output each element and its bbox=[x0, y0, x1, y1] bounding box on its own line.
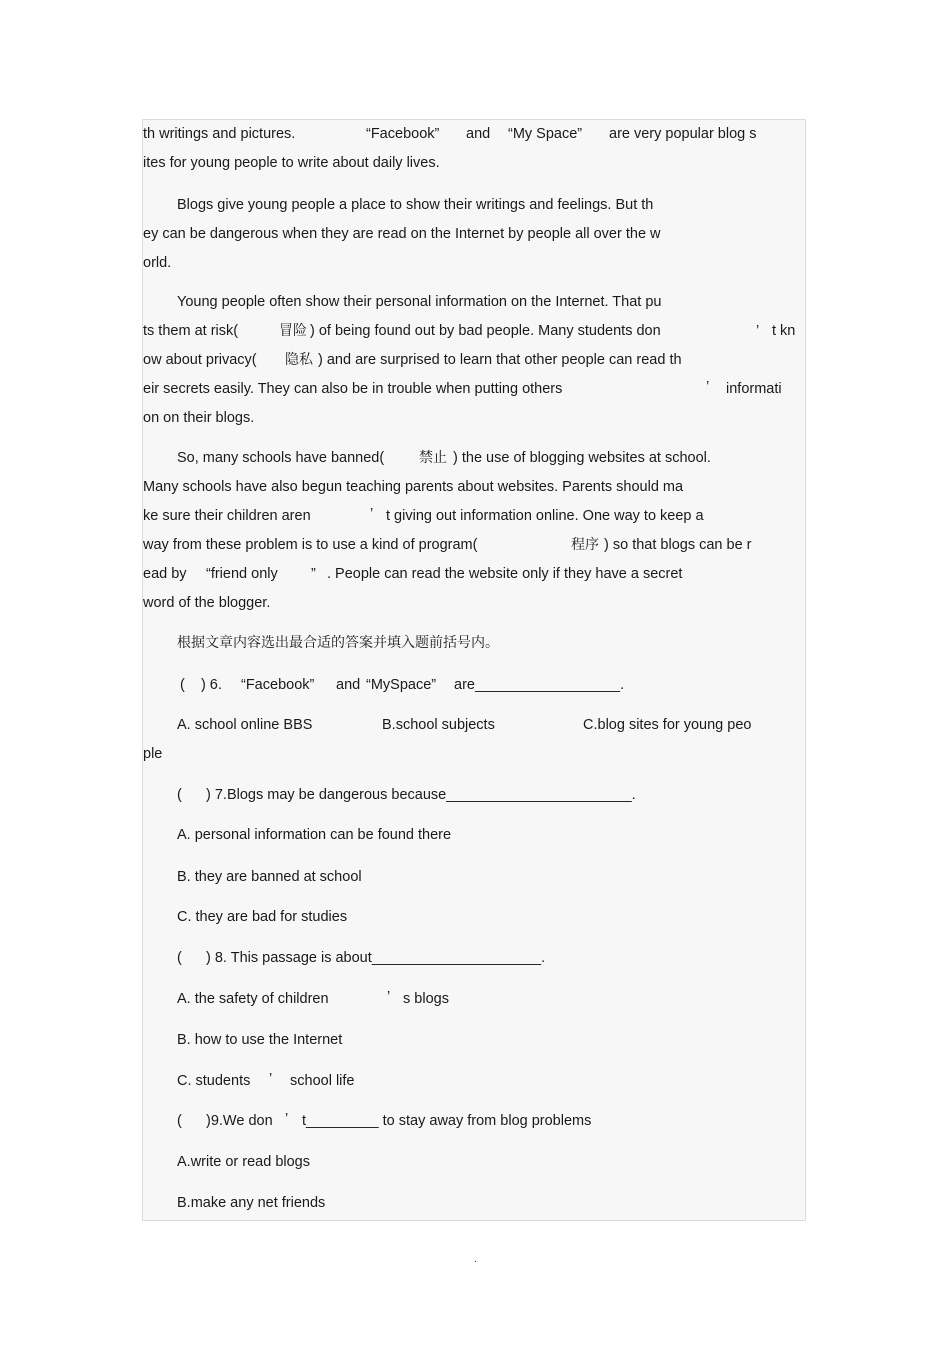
text-fragment: ead by bbox=[143, 566, 187, 582]
text-fragment: “My Space” bbox=[508, 126, 583, 142]
text-fragment: “friend only bbox=[206, 566, 278, 582]
text-fragment: ’ bbox=[756, 323, 760, 339]
chinese-gloss: 隐私 bbox=[285, 352, 313, 368]
question-stem: ( ) 6. bbox=[180, 677, 222, 693]
text-line: Young people often show their personal information on the Internet. That pu bbox=[177, 294, 662, 310]
text-fragment: So, many schools have banned( bbox=[177, 450, 385, 466]
option-a: A. school online BBS bbox=[177, 717, 313, 733]
text-fragment: ) so that blogs can be r bbox=[604, 537, 752, 553]
text-fragment: ke sure their children aren bbox=[143, 508, 311, 524]
question-stem: are__________________. bbox=[454, 677, 625, 693]
question-stem-apostrophe: ’ bbox=[285, 1111, 289, 1127]
document-page bbox=[142, 119, 806, 1221]
text-line: Blogs give young people a place to show their writings and feelings. But th bbox=[177, 197, 654, 213]
option-c: C. students bbox=[177, 1073, 251, 1089]
text-fragment: ts them at risk( bbox=[143, 323, 239, 339]
text-fragment: ) of being found out by bad people. Many students don bbox=[310, 323, 661, 339]
text-line: ey can be dangerous when they are read on the Internet by people all over the w bbox=[143, 226, 661, 242]
text-fragment: informati bbox=[726, 381, 782, 397]
text-fragment: ) and are surprised to learn that other people can read th bbox=[318, 352, 682, 368]
text-fragment: t giving out information online. One way to keep a bbox=[386, 508, 704, 524]
option-b: B.make any net friends bbox=[177, 1195, 326, 1211]
chinese-gloss: 冒险 bbox=[279, 323, 307, 339]
option-c-wrap: ple bbox=[143, 746, 163, 762]
option-c-apostrophe: ’ bbox=[269, 1071, 273, 1087]
option-b: B. they are banned at school bbox=[177, 869, 362, 885]
option-a: A. the safety of children bbox=[177, 991, 329, 1007]
text-fragment: and bbox=[466, 126, 491, 142]
text-fragment: ” bbox=[311, 566, 316, 582]
text-line: on on their blogs. bbox=[143, 410, 255, 426]
text-line: word of the blogger. bbox=[143, 595, 271, 611]
page-marker: . bbox=[474, 1254, 477, 1265]
question-stem: ( )9.We don bbox=[177, 1113, 273, 1129]
option-b: B. how to use the Internet bbox=[177, 1032, 343, 1048]
option-a-tail: s blogs bbox=[403, 991, 449, 1007]
question-stem: “Facebook” bbox=[241, 677, 315, 693]
text-fragment: . People can read the website only if they have a secret bbox=[327, 566, 683, 582]
chinese-gloss: 程序 bbox=[571, 537, 599, 553]
question-stem: ( ) 7.Blogs may be dangerous because_______________________. bbox=[177, 787, 636, 803]
text-line: Many schools have also begun teaching parents about websites. Parents should ma bbox=[143, 479, 684, 495]
option-c: C. they are bad for studies bbox=[177, 909, 348, 925]
text-line: th writings and pictures. bbox=[143, 126, 296, 142]
text-line: orld. bbox=[143, 255, 172, 271]
text-fragment: eir secrets easily. They can also be in trouble when putting others bbox=[143, 381, 563, 397]
question-stem: and bbox=[336, 677, 361, 693]
option-a: A. personal information can be found there bbox=[177, 827, 452, 843]
chinese-gloss: 禁止 bbox=[419, 450, 447, 466]
text-fragment: ’ bbox=[706, 379, 710, 395]
text-fragment: way from these problem is to use a kind of program( bbox=[143, 537, 478, 553]
text-fragment: ’ bbox=[370, 506, 374, 522]
text-fragment: “Facebook” bbox=[366, 126, 440, 142]
option-a-apostrophe: ’ bbox=[387, 989, 391, 1005]
text-line: ites for young people to write about daily lives. bbox=[143, 155, 440, 171]
instructions: 根据文章内容选出最合适的答案并填入题前括号内。 bbox=[177, 635, 499, 651]
option-b: B.school subjects bbox=[382, 717, 495, 733]
option-c-tail: school life bbox=[290, 1073, 355, 1089]
text-fragment: ) the use of blogging websites at school. bbox=[453, 450, 711, 466]
question-stem: ( ) 8. This passage is about_____________________. bbox=[177, 950, 546, 966]
text-fragment: are very popular blog s bbox=[609, 126, 757, 142]
option-c: C.blog sites for young peo bbox=[583, 717, 752, 733]
text-fragment: t kn bbox=[772, 323, 796, 339]
text-fragment: ow about privacy( bbox=[143, 352, 257, 368]
question-stem: “MySpace” bbox=[366, 677, 437, 693]
question-stem: t_________ to stay away from blog problems bbox=[302, 1113, 592, 1129]
option-a: A.write or read blogs bbox=[177, 1154, 310, 1170]
